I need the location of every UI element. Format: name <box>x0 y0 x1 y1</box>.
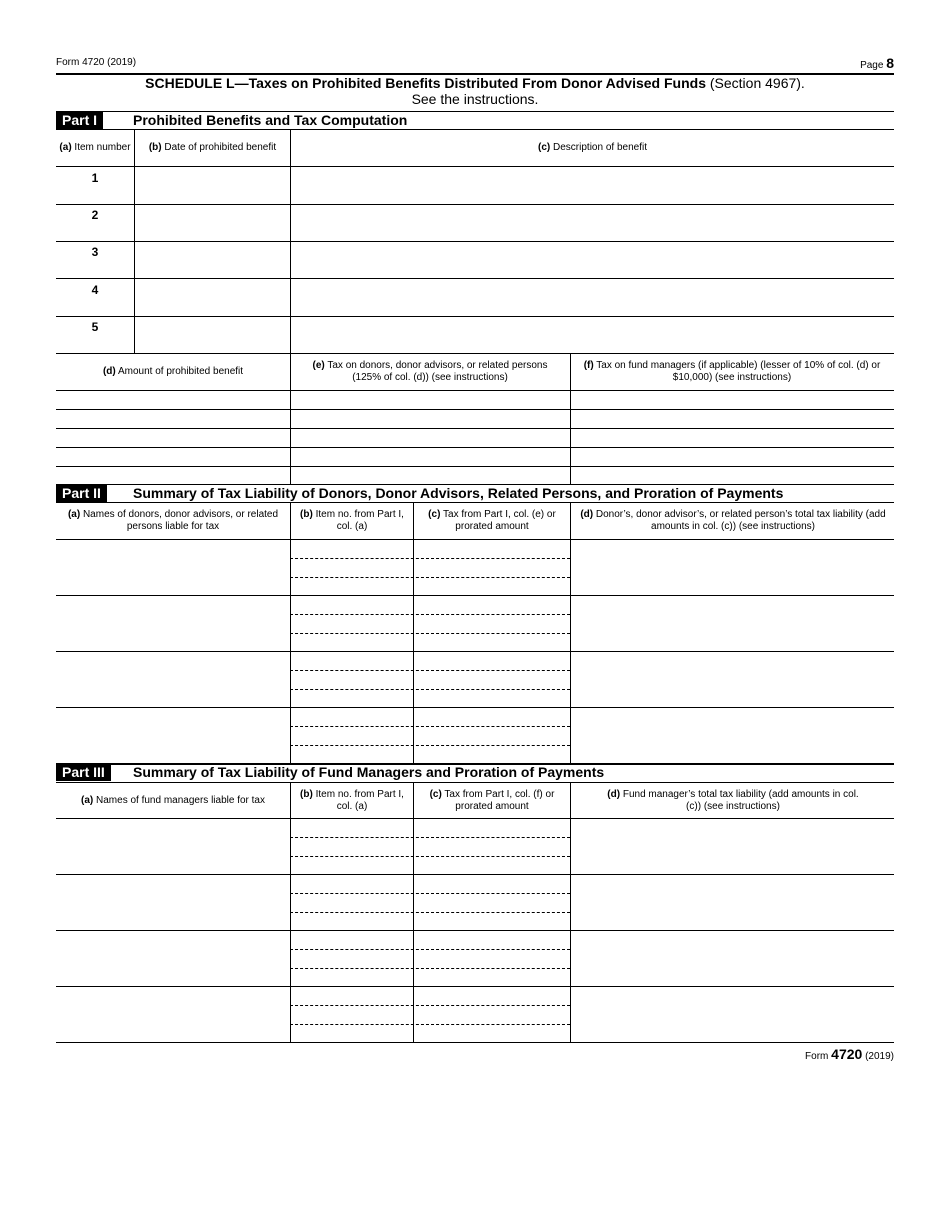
schedule-title <box>56 75 894 107</box>
dashed-rule <box>290 949 570 950</box>
part1-col-c-header: (c) Description of benefit <box>538 142 647 153</box>
part1-row-number: 2 <box>91 208 99 222</box>
col-divider <box>570 502 571 763</box>
rule <box>56 986 894 987</box>
part1-col-b-header: (b) Date of prohibited benefit <box>148 142 277 153</box>
schedule-subtitle: See the instructions. <box>411 91 539 107</box>
col-divider <box>290 130 291 353</box>
form-label: Form 4720 (2019) <box>56 57 137 68</box>
part1-col-a-header: (a) Item number <box>59 142 131 153</box>
schedule-title-bold: SCHEDULE L—Taxes on Prohibited Benefits Distributed From Donor Advised Funds <box>145 75 706 91</box>
col-divider <box>570 353 571 484</box>
page-number: 8 <box>886 55 894 71</box>
dashed-rule <box>290 726 570 727</box>
rule <box>56 390 894 391</box>
rule <box>56 818 894 819</box>
part3-col-c-header: (c) Tax from Part I, col. (f) or prorated amount <box>429 788 555 812</box>
part2-col-c-header: (c) Tax from Part I, col. (e) or prorated amount <box>428 509 556 532</box>
dashed-rule <box>290 689 570 690</box>
dashed-rule <box>290 1024 570 1025</box>
dashed-rule <box>290 577 570 578</box>
part1-col-f-header: (f) Tax on fund managers (if applicable) (lesser of 10% of col. (d) or $10,000) (see instructions) <box>583 359 881 383</box>
part3-col-a-header: (a) Names of fund managers liable for tax <box>81 794 265 806</box>
schedule-section: (Section 4967). <box>705 75 805 91</box>
dashed-rule <box>290 633 570 634</box>
dashed-rule <box>290 670 570 671</box>
rule <box>56 930 894 931</box>
part1-row-number: 3 <box>91 245 99 259</box>
part1-row-number: 1 <box>91 171 99 185</box>
part3-col-b-header: (b) Item no. from Part I, col. (a) <box>300 788 404 812</box>
dashed-rule <box>290 893 570 894</box>
dashed-rule <box>290 745 570 746</box>
rule <box>56 316 894 317</box>
rule <box>56 278 894 279</box>
dashed-rule <box>290 912 570 913</box>
page-word: Page <box>860 60 884 71</box>
part2-col-a-header: (a) Names of donors, donor advisors, or related persons liable for tax <box>67 509 279 532</box>
part1-col-d-header: (d) Amount of prohibited benefit <box>102 365 244 377</box>
rule <box>56 595 894 596</box>
col-divider <box>290 353 291 484</box>
part2-col-b-header: (b) Item no. from Part I, col. (a) <box>300 509 404 532</box>
rule <box>56 166 894 167</box>
col-divider <box>413 782 414 1042</box>
rule <box>56 241 894 242</box>
bottom-rule <box>56 1042 894 1043</box>
rule <box>56 447 894 448</box>
part2-tag: Part II <box>56 485 107 502</box>
dashed-rule <box>290 837 570 838</box>
rule <box>56 539 894 540</box>
dashed-rule <box>290 856 570 857</box>
rule <box>56 204 894 205</box>
part3-title: Summary of Tax Liability of Fund Managers and Proration of Payments <box>133 764 605 780</box>
footer-form-number: 4720 <box>831 1046 863 1062</box>
part1-col-e-header: (e) Tax on donors, donor advisors, or related persons (125% of col. (d)) (see instructions) <box>312 359 548 383</box>
part1-row-number: 5 <box>91 320 99 334</box>
page-indicator <box>860 55 894 71</box>
part3-tag: Part III <box>56 764 111 781</box>
part2-title: Summary of Tax Liability of Donors, Donor Advisors, Related Persons, and Proration of Payments <box>133 485 784 501</box>
dashed-rule <box>290 968 570 969</box>
col-divider <box>290 782 291 1042</box>
col-divider <box>413 502 414 763</box>
rule <box>56 428 894 429</box>
col-divider <box>290 502 291 763</box>
col-divider <box>134 130 135 353</box>
rule <box>56 409 894 410</box>
part2-col-d-header: (d) Donor’s, donor advisor’s, or related person’s total tax liability (add amounts in col. (c)) (see instructions) <box>580 509 886 532</box>
dashed-rule <box>290 558 570 559</box>
part3-col-d-header: (d) Fund manager’s total tax liability (add amounts in col. (c)) (see instructions) <box>607 788 859 812</box>
rule <box>56 874 894 875</box>
part1-row-number: 4 <box>91 283 99 297</box>
col-divider <box>570 782 571 1042</box>
dashed-rule <box>290 614 570 615</box>
form-footer: Form 4720 (2019) <box>805 1046 894 1062</box>
part1-tag: Part I <box>56 112 103 129</box>
rule <box>56 651 894 652</box>
rule <box>56 466 894 467</box>
rule <box>56 707 894 708</box>
part1-title: Prohibited Benefits and Tax Computation <box>133 112 408 128</box>
dashed-rule <box>290 1005 570 1006</box>
